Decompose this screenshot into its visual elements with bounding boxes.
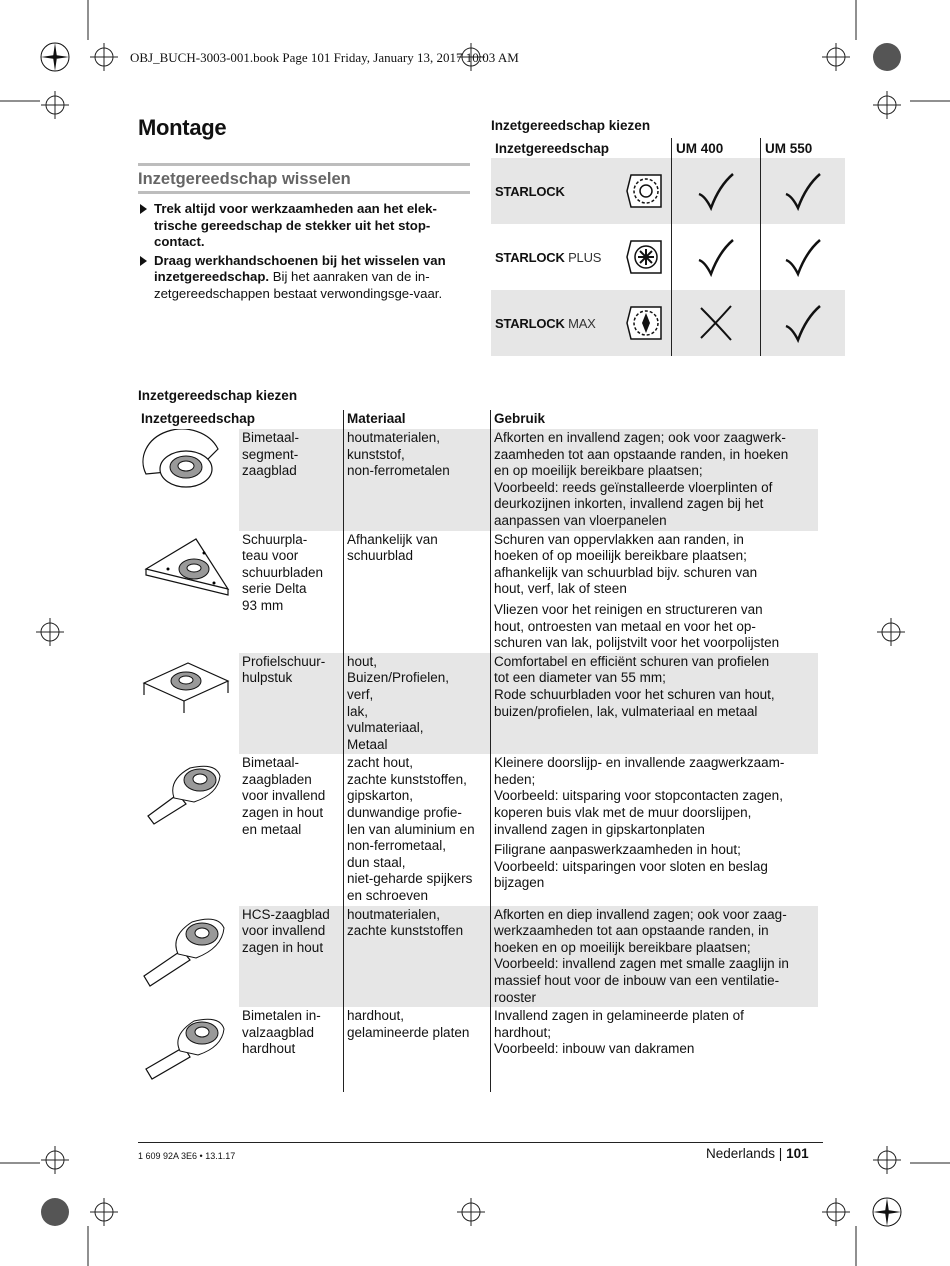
brand-cell bbox=[491, 171, 671, 211]
column-header: UM 550 bbox=[761, 138, 846, 158]
tool-name: Bimetaal- segment- zaagblad bbox=[239, 429, 344, 531]
section-subheading: Inzetgereedschap wisselen bbox=[138, 170, 351, 188]
segment-saw-blade-icon bbox=[138, 429, 239, 531]
page-heading: Montage bbox=[138, 115, 227, 140]
table-row bbox=[491, 290, 845, 356]
compatibility-table-caption: Inzetgereedschap kiezen bbox=[491, 118, 651, 133]
document-code: 1 609 92A 3E6 • 13.1.17 bbox=[138, 1151, 236, 1161]
usage-paragraph: Kleinere doorslijp- en invallende zaagwerkzaam- heden; Voorbeeld: uitsparing voor stopcontacten zagen, koperen buis vlak met de muur doorslijpen, invallend zagen in gipskartonplaten bbox=[494, 755, 785, 837]
tool-name: Bimetaal- zaagbladen voor invallend zagen in hout en metaal bbox=[242, 755, 326, 837]
table-row bbox=[138, 531, 818, 653]
check-icon bbox=[782, 236, 824, 278]
tool-usage bbox=[491, 653, 819, 755]
tool-usage bbox=[491, 754, 819, 905]
table-row bbox=[138, 653, 818, 755]
table-row bbox=[138, 906, 818, 1008]
tool-material: Afhankelijk van schuurblad bbox=[344, 531, 491, 653]
column-header: Materiaal bbox=[344, 410, 491, 429]
page-number: 101 bbox=[786, 1146, 809, 1161]
tool-name: Profielschuur- hulpstuk bbox=[239, 653, 344, 755]
tool-material: houtmaterialen, kunststof, non-ferrometalen bbox=[344, 429, 491, 531]
language-label: Nederlands bbox=[706, 1146, 776, 1161]
plunge-cut-blade-icon bbox=[138, 754, 239, 905]
warning-list bbox=[140, 201, 472, 304]
bimetal-hardwood-blade-icon bbox=[138, 1007, 239, 1092]
profile-sanding-attachment-icon bbox=[138, 653, 239, 755]
tool-usage bbox=[491, 906, 819, 1008]
warning-item bbox=[140, 253, 472, 303]
usage-paragraph: Vliezen voor het reinigen en structureren van hout, ontroesten van metaal en voor het op- schuren van lak, polijstvilt voor het voorpolijsten bbox=[494, 601, 780, 651]
check-icon bbox=[782, 302, 824, 344]
check-icon bbox=[782, 170, 824, 212]
brand-cell bbox=[491, 303, 671, 343]
column-header: Inzetgereedschap bbox=[141, 411, 256, 427]
table-header-row bbox=[138, 410, 818, 429]
starlock-plus-interface-icon bbox=[625, 237, 665, 277]
starlock-max-interface-icon bbox=[625, 303, 665, 343]
triangle-bullet-icon bbox=[140, 204, 147, 214]
tool-material: hout, Buizen/Profielen, verf, lak, vulmateriaal, Metaal bbox=[344, 653, 491, 755]
footer-separator: | bbox=[775, 1146, 787, 1161]
tools-table bbox=[138, 410, 818, 1092]
section-rule-bottom bbox=[138, 191, 470, 194]
table-row bbox=[138, 429, 818, 531]
tool-name: HCS-zaagblad voor invallend zagen in hout bbox=[239, 906, 344, 1008]
usage-paragraph: Invallend zagen in gelamineerde platen of hardhout; Voorbeeld: inbouw van dakramen bbox=[494, 1008, 744, 1057]
check-icon bbox=[695, 170, 737, 212]
usage-paragraph: Comfortabel en efficiënt schuren van profielen tot een diameter van 55 mm; Rode schuurbladen voor het schuren van hout, buizen/profielen, lak, vulmateriaal en metaal bbox=[494, 653, 775, 719]
table-row bbox=[491, 158, 845, 224]
column-header: Inzetgereedschap bbox=[495, 140, 610, 156]
compatibility-table bbox=[491, 138, 845, 356]
warning-text: Bij het aanraken van de in-zetgereedschappen bestaat verwondingsge-vaar. bbox=[154, 269, 443, 301]
warning-item bbox=[140, 201, 472, 251]
tool-name: Schuurpla- teau voor schuurbladen serie Delta 93 mm bbox=[242, 531, 324, 613]
tool-material: zacht hout, zachte kunststoffen, gipskarton, dunwandige profie- len van aluminium en non-ferrometaal, dun staal, niet-geharde spijkers en schroeven bbox=[344, 754, 491, 905]
tool-usage bbox=[491, 1007, 819, 1092]
tool-material: houtmaterialen, zachte kunststoffen bbox=[344, 906, 491, 1008]
tool-name: Bimetalen in- valzaagblad hardhout bbox=[242, 1008, 321, 1057]
table-row bbox=[138, 754, 818, 905]
usage-paragraph: Schuren van oppervlakken aan randen, in hoeken of op moeilijk bereikbare plaatsen; afhankelijk van schuurblad bijv. schuren van hout, verf, lak of steen bbox=[494, 531, 758, 597]
triangle-bullet-icon bbox=[140, 256, 147, 266]
warning-bold-text: Trek altijd voor werkzaamheden aan het elek-trische gereedschap de stekker uit het stop-contact. bbox=[154, 201, 437, 249]
tool-usage bbox=[491, 531, 819, 653]
starlock-interface-icon bbox=[625, 171, 665, 211]
tool-usage bbox=[491, 429, 819, 531]
column-header: Gebruik bbox=[491, 410, 819, 429]
brand-cell bbox=[491, 237, 671, 277]
tool-material: hardhout, gelamineerde platen bbox=[344, 1007, 491, 1092]
starlock-max-logo: STARLOCK MAX bbox=[495, 315, 596, 331]
hcs-plunge-blade-icon bbox=[138, 906, 239, 1008]
warning-bold-text: Draag werkhandschoenen bij het wisselen van inzetgereedschap. bbox=[154, 252, 446, 284]
page-footer bbox=[706, 1146, 809, 1161]
starlock-logo: STARLOCK bbox=[495, 183, 565, 199]
print-header: OBJ_BUCH-3003-001.book Page 101 Friday, January 13, 2017 10:03 AM bbox=[130, 50, 519, 65]
footer-rule bbox=[138, 1142, 823, 1143]
column-header: UM 400 bbox=[672, 138, 761, 158]
table-row bbox=[138, 1007, 818, 1092]
usage-paragraph: Filigrane aanpaswerkzaamheden in hout; Voorbeeld: uitsparingen voor sloten en beslag bijzagen bbox=[494, 842, 768, 891]
table-row bbox=[491, 224, 845, 290]
starlock-plus-logo: STARLOCK PLUS bbox=[495, 249, 602, 265]
tools-table-caption: Inzetgereedschap kiezen bbox=[138, 388, 298, 403]
check-icon bbox=[695, 236, 737, 278]
usage-paragraph: Afkorten en diep invallend zagen; ook voor zaag- werkzaamheden tot aan opstaande randen, in hoeken en op moeilijk bereikbare plaatsen; Voorbeeld: invallend zagen met smalle zaaglijn in massief hout voor de inbouw van een ventilatie- rooster bbox=[494, 906, 789, 1005]
usage-paragraph: Afkorten en invallend zagen; ook voor zaagwerk- zaamheden tot aan opstaande randen, in hoeken en op moeilijk bereikbare plaatsen; Voorbeeld: reeds geïnstalleerde vloerplinten of deurkozijnen inkorten, invallend zagen bij het aanpassen van vloerpanelen bbox=[494, 430, 789, 528]
delta-sanding-pad-icon bbox=[138, 531, 239, 653]
section-rule-top bbox=[138, 163, 470, 166]
cross-icon bbox=[695, 302, 737, 344]
